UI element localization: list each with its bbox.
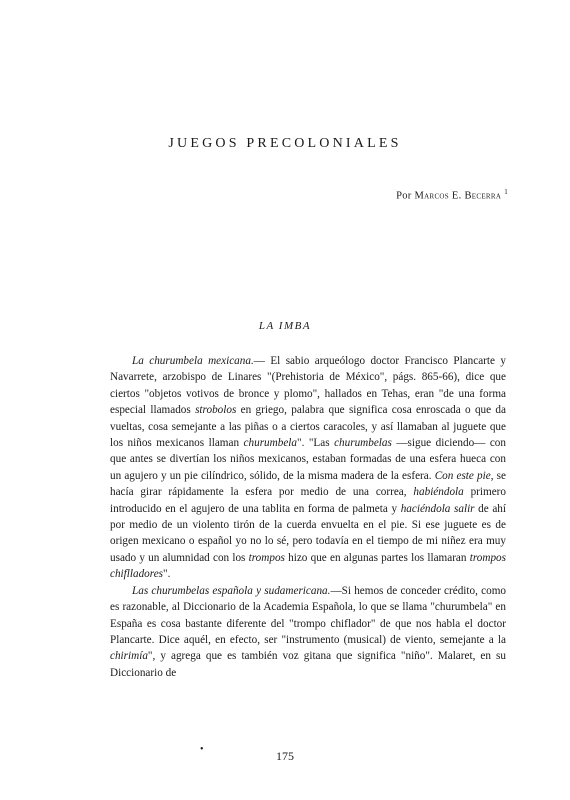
author-line: [396, 188, 508, 202]
paragraph-1: [110, 353, 506, 583]
text-run: de ahí por medio de un violento tirón de la cuerda envuelta en el pie. Si ese juguete es de origen mexicano o español yo no lo sé, pero todavía en el tiempo de mi niñez era muy usado y un alumnidad con los: [110, 502, 507, 564]
author-prefix: Por: [396, 190, 412, 202]
italic-term: strobolos: [195, 404, 237, 417]
paragraph-2: [110, 583, 506, 681]
italic-term: Con este pie: [434, 469, 491, 482]
page-number: 175: [276, 749, 294, 763]
text-run: , se hacía girar rápidamente la esfera por medio de una correa,: [110, 469, 506, 499]
article-body: [110, 353, 506, 681]
italic-term: haciéndola salir: [400, 502, 475, 515]
paragraph-2-heading: Las churumbelas española y sudamericana.: [132, 584, 331, 597]
text-run: primero introducido en el agujero de una tablita en forma de palmeta y: [110, 486, 506, 515]
text-run: —sigue diciendo— con que antes se divertían los niños mexicanos, estaban formadas de una esfera hueca con un agujero y un pie cilíndrico, sólido, de la misma madera de la esfera.: [110, 437, 506, 482]
italic-term: trompos: [248, 551, 285, 564]
stray-mark: •: [200, 744, 204, 755]
text-run: en griego, palabra que significa cosa enroscada o que da vueltas, cosa semejante a las piñas o a ciertos caracoles, y así llamaban al juguete que los niños mexicanos llaman: [110, 404, 506, 450]
paragraph-1-heading: La churumbela mexicana.: [132, 355, 254, 367]
text-run: —Si hemos de conceder crédito, como es razonable, al Diccionario de la Academia Española, lo que se llama "churumbela" en España es cosa bastante diferente del "trompo chiflador" de que nos habla el doctor Plancarte. Dice aquél, en efecto, ser "instrumento (musical) de viento, semejante a la: [110, 584, 506, 646]
section-heading: LA IMBA: [258, 320, 312, 332]
footnote-mark: 1: [504, 188, 508, 196]
italic-term: churumbelas: [334, 437, 392, 450]
text-run: — El sabio arqueólogo doctor Francisco Plancarte y Navarrete, arzobispo de Linares "(Prehistoria de México", págs. 865-66), dice que ciertos "objetos votivos de bronce y plomo", hallados en Tehas, eran "de una forma especial llamados: [110, 355, 506, 417]
text-run: ". "Las: [297, 437, 335, 450]
italic-term: churumbela: [243, 437, 297, 450]
italic-term: trompos chiflladores: [110, 551, 506, 581]
article-title: JUEGOS PRECOLONIALES: [168, 136, 402, 151]
text-run: ".: [163, 568, 171, 581]
italic-term: chirimía: [110, 650, 148, 663]
text-run: hizo que en algunas partes los llamaran: [284, 551, 470, 564]
italic-term: habiéndola: [413, 486, 464, 499]
text-run: ", y agrega que es también voz gitana que significa "niño". Malaret, en su Diccionario de: [110, 650, 506, 679]
author-name: Marcos E. Becerra: [414, 190, 502, 202]
